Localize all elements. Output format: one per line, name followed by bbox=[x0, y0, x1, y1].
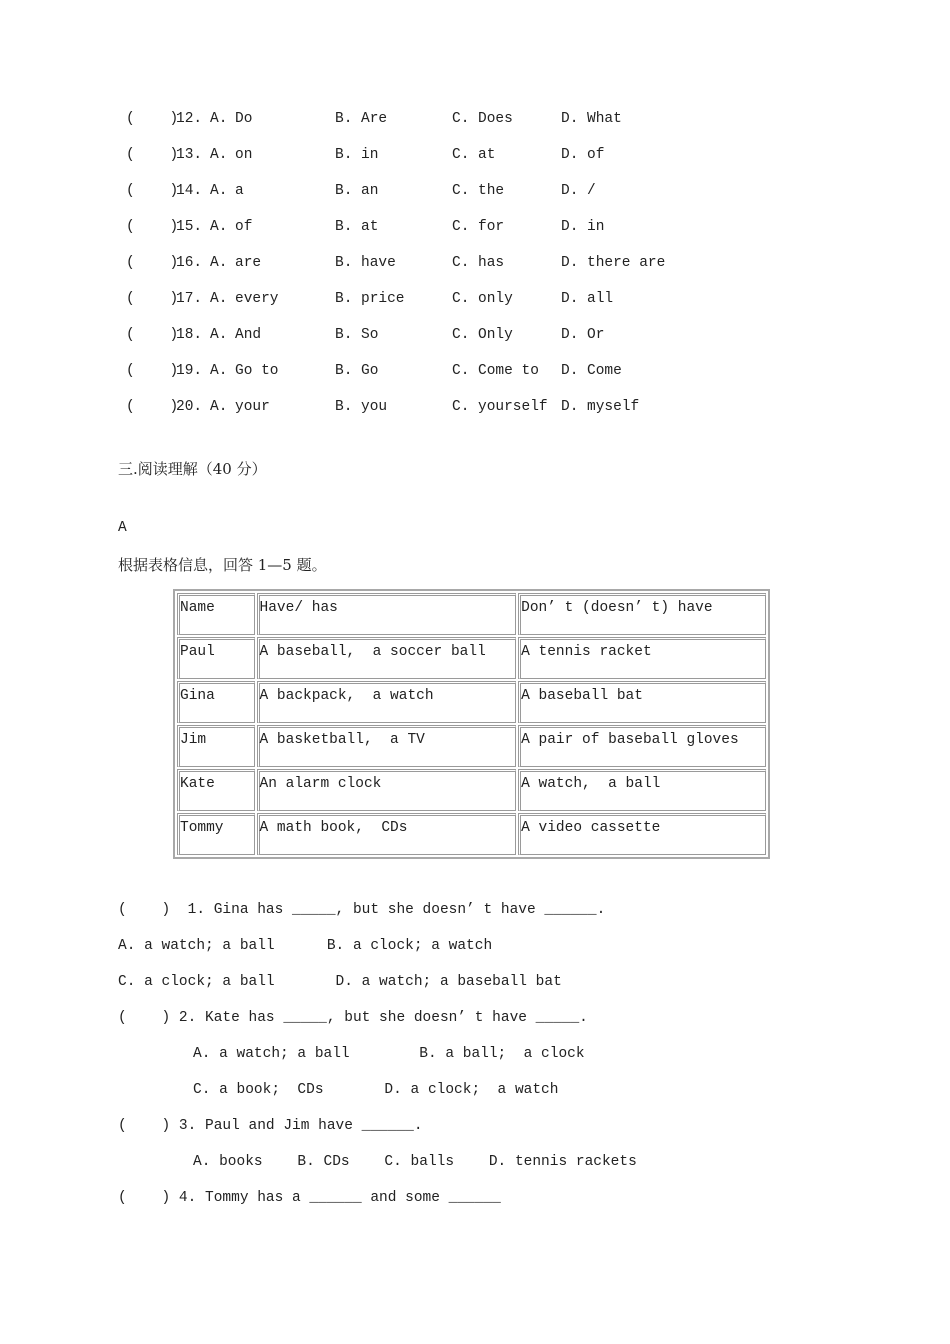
option-d-label: D. bbox=[561, 219, 579, 235]
column-header: Name bbox=[177, 593, 255, 635]
option-b-label: B. bbox=[335, 219, 353, 235]
instruction: 根据表格信息，回答 1—5 题。 bbox=[118, 556, 327, 574]
section-title: 三.阅读理解（40 分） bbox=[118, 460, 267, 478]
option-c-label: C. bbox=[452, 147, 470, 163]
option-b: you bbox=[361, 399, 388, 415]
option-d: Or bbox=[587, 327, 605, 343]
option-a: And bbox=[235, 327, 262, 343]
option-b: Are bbox=[361, 111, 388, 127]
question-3-options: A. books B. CDs C. balls D. tennis rackets bbox=[193, 1154, 637, 1170]
have-cell: An alarm clock bbox=[257, 769, 517, 811]
option-a: Go to bbox=[235, 363, 279, 379]
option-d: What bbox=[587, 111, 622, 127]
option-c: has bbox=[478, 255, 505, 271]
info-table bbox=[173, 589, 770, 859]
name-cell: Kate bbox=[177, 769, 255, 811]
answer-blank: ( ) bbox=[126, 183, 179, 199]
option-c: the bbox=[478, 183, 505, 199]
option-c: for bbox=[478, 219, 505, 235]
column-header: Have/ has bbox=[257, 593, 517, 635]
have-cell: A math book, CDs bbox=[257, 813, 517, 855]
option-d-label: D. bbox=[561, 363, 579, 379]
option-c: Does bbox=[478, 111, 513, 127]
option-c: only bbox=[478, 291, 513, 307]
question-3: ( ) 3. Paul and Jim have ______. bbox=[118, 1118, 423, 1134]
column-header: Don’ t (doesn’ t) have bbox=[518, 593, 766, 635]
answer-blank: ( ) bbox=[126, 219, 179, 235]
table-row bbox=[177, 769, 766, 811]
question-number: 20. bbox=[176, 399, 203, 415]
option-d-label: D. bbox=[561, 327, 579, 343]
table-row bbox=[177, 637, 766, 679]
answer-blank: ( ) bbox=[126, 399, 179, 415]
question-number: 12. bbox=[176, 111, 203, 127]
option-d: in bbox=[587, 219, 605, 235]
answer-blank: ( ) bbox=[126, 327, 179, 343]
option-d: myself bbox=[587, 399, 640, 415]
option-c: Come to bbox=[478, 363, 539, 379]
option-d-label: D. bbox=[561, 147, 579, 163]
answer-blank: ( ) bbox=[126, 363, 179, 379]
answer-blank: ( ) bbox=[126, 255, 179, 271]
option-b: Go bbox=[361, 363, 379, 379]
question-4: ( ) 4. Tommy has a ______ and some ______ bbox=[118, 1190, 501, 1206]
option-c-label: C. bbox=[452, 111, 470, 127]
option-c-label: C. bbox=[452, 183, 470, 199]
have-cell: A basketball, a TV bbox=[257, 725, 517, 767]
question-number: 17. bbox=[176, 291, 203, 307]
question-number: 18. bbox=[176, 327, 203, 343]
part-label: A bbox=[118, 520, 127, 536]
question-number: 15. bbox=[176, 219, 203, 235]
option-b: an bbox=[361, 183, 379, 199]
option-d: all bbox=[587, 291, 614, 307]
option-d-label: D. bbox=[561, 291, 579, 307]
option-b: price bbox=[361, 291, 405, 307]
option-c-label: C. bbox=[452, 363, 470, 379]
choice-row bbox=[0, 183, 950, 205]
option-b-label: B. bbox=[335, 255, 353, 271]
option-a: are bbox=[235, 255, 262, 271]
answer-blank: ( ) bbox=[126, 111, 179, 127]
have-cell: A baseball, a soccer ball bbox=[257, 637, 517, 679]
option-c-label: C. bbox=[452, 255, 470, 271]
question-1-options-cd: C. a clock; a ball D. a watch; a baseball bat bbox=[118, 974, 562, 990]
option-d: of bbox=[587, 147, 605, 163]
option-a-label: A. bbox=[210, 399, 228, 415]
option-b-label: B. bbox=[335, 111, 353, 127]
option-b-label: B. bbox=[335, 291, 353, 307]
option-b: So bbox=[361, 327, 379, 343]
choice-row bbox=[0, 111, 950, 133]
question-number: 16. bbox=[176, 255, 203, 271]
option-b-label: B. bbox=[335, 147, 353, 163]
answer-blank: ( ) bbox=[126, 291, 179, 307]
have-cell: A backpack, a watch bbox=[257, 681, 517, 723]
option-a: every bbox=[235, 291, 279, 307]
option-d-label: D. bbox=[561, 111, 579, 127]
option-c: yourself bbox=[478, 399, 548, 415]
choice-row bbox=[0, 255, 950, 277]
not-have-cell: A tennis racket bbox=[518, 637, 766, 679]
option-d: there are bbox=[587, 255, 666, 271]
question-2-options-ab: A. a watch; a ball B. a ball; a clock bbox=[193, 1046, 585, 1062]
not-have-cell: A watch, a ball bbox=[518, 769, 766, 811]
not-have-cell: A video cassette bbox=[518, 813, 766, 855]
question-1-options-ab: A. a watch; a ball B. a clock; a watch bbox=[118, 938, 493, 954]
option-c: Only bbox=[478, 327, 513, 343]
choice-row bbox=[0, 327, 950, 349]
option-b-label: B. bbox=[335, 399, 353, 415]
option-d-label: D. bbox=[561, 255, 579, 271]
question-number: 14. bbox=[176, 183, 203, 199]
answer-blank: ( ) bbox=[126, 147, 179, 163]
not-have-cell: A baseball bat bbox=[518, 681, 766, 723]
option-a-label: A. bbox=[210, 363, 228, 379]
option-a-label: A. bbox=[210, 291, 228, 307]
question-2-options-cd: C. a book; CDs D. a clock; a watch bbox=[193, 1082, 559, 1098]
option-c-label: C. bbox=[452, 399, 470, 415]
choice-row bbox=[0, 399, 950, 421]
table-header-row bbox=[177, 593, 766, 635]
option-d-label: D. bbox=[561, 399, 579, 415]
question-2: ( ) 2. Kate has _____, but she doesn’ t have _____. bbox=[118, 1010, 588, 1026]
option-c-label: C. bbox=[452, 291, 470, 307]
not-have-cell: A pair of baseball gloves bbox=[518, 725, 766, 767]
option-b: at bbox=[361, 219, 379, 235]
name-cell: Paul bbox=[177, 637, 255, 679]
choice-row bbox=[0, 291, 950, 313]
option-b: have bbox=[361, 255, 396, 271]
option-a: your bbox=[235, 399, 270, 415]
option-b-label: B. bbox=[335, 327, 353, 343]
name-cell: Tommy bbox=[177, 813, 255, 855]
option-c-label: C. bbox=[452, 219, 470, 235]
option-c: at bbox=[478, 147, 496, 163]
choice-row bbox=[0, 147, 950, 169]
option-a-label: A. bbox=[210, 219, 228, 235]
option-d: / bbox=[587, 183, 596, 199]
option-a: Do bbox=[235, 111, 253, 127]
choice-row bbox=[0, 219, 950, 241]
option-a: a bbox=[235, 183, 244, 199]
option-a-label: A. bbox=[210, 147, 228, 163]
choice-row bbox=[0, 363, 950, 385]
option-d: Come bbox=[587, 363, 622, 379]
option-d-label: D. bbox=[561, 183, 579, 199]
question-1: ( ) 1. Gina has _____, but she doesn’ t have ______. bbox=[118, 902, 606, 918]
option-a-label: A. bbox=[210, 111, 228, 127]
option-a-label: A. bbox=[210, 183, 228, 199]
question-number: 19. bbox=[176, 363, 203, 379]
table-row bbox=[177, 681, 766, 723]
option-c-label: C. bbox=[452, 327, 470, 343]
option-b-label: B. bbox=[335, 183, 353, 199]
question-number: 13. bbox=[176, 147, 203, 163]
name-cell: Jim bbox=[177, 725, 255, 767]
option-a: of bbox=[235, 219, 253, 235]
option-a: on bbox=[235, 147, 253, 163]
table-row bbox=[177, 813, 766, 855]
option-a-label: A. bbox=[210, 327, 228, 343]
option-a-label: A. bbox=[210, 255, 228, 271]
option-b-label: B. bbox=[335, 363, 353, 379]
name-cell: Gina bbox=[177, 681, 255, 723]
table-row bbox=[177, 725, 766, 767]
option-b: in bbox=[361, 147, 379, 163]
